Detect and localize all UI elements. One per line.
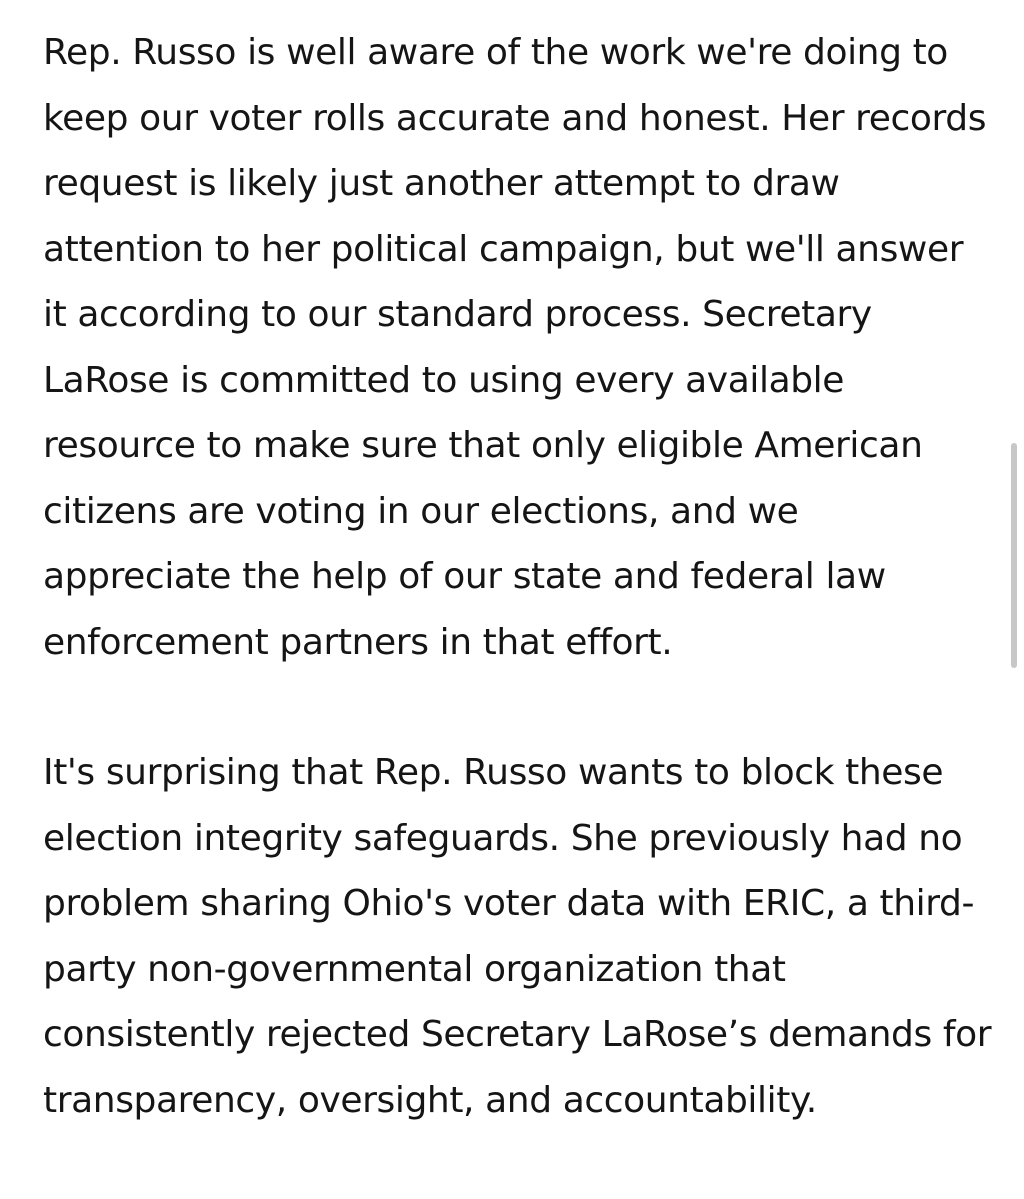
paragraph-statement: Rep. Russo is well aware of the work we're doing to keep our voter rolls accurate and honest. Her records request is likely just another attempt to draw attention to her political campaign, but we'll answer it according to our standard process. Secretary LaRose is committed to using every available resource to make sure that only eligible American citizens are voting in our elections, and we appreciate the help of our state and federal law enforcement partners in that effort. (43, 32, 987, 663)
paragraph-eric: It's surprising that Rep. Russo wants to block these election integrity safeguards. She previously had no problem sharing Ohio's voter data with ERIC, a third-party non-governmental organization that consistently rejected Secretary LaRose’s demands for transparency, oversight, and accountability. (43, 752, 992, 1121)
article-body (43, 20, 993, 1133)
scrollbar-thumb[interactable] (1011, 443, 1017, 668)
